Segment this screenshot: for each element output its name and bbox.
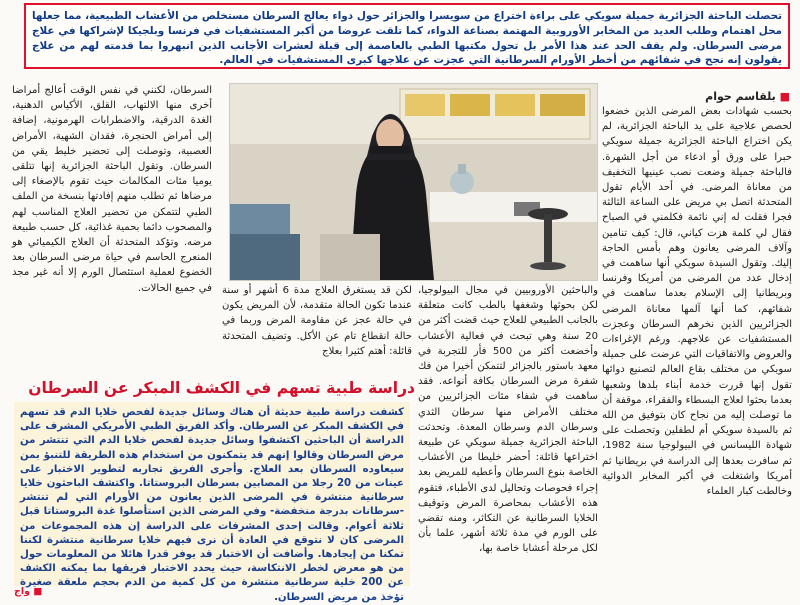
byline — [705, 90, 790, 103]
byline-author: بلقاسم حوام — [705, 90, 776, 103]
article-photo — [229, 83, 598, 281]
lead-paragraph: تحصلت الباحثة الجزائرية جميلة سويكي على براءة اختراع من سويسرا والجزائر حول دواء يعالج السرطان مستخلص من الأعشاب الطبيعية، مما جعلها محل اهتمام وطلب العديد من المخابر الأوروبية المهتمة بصناعة الدواء، كما تلقت عروضا من أكبر المستشفيات في فرنسا وبلجيكا لإشراكها في علاج مرضى السرطان. ولم يقف الحد عند هذا الأمر بل تحول مكتبها الطبي بالعاصمة إلى قبلة لعشرات الأجانب الذين انبهروا بما قدمته لهم من علاج يقولون إنه نجح في شفائهم من أخطر الأورام السرطانية التي عجزت عن علاجها كبرى المستشفيات في العالم. — [24, 3, 790, 69]
sidebar-text: كشفت دراسة طبية حديثة أن هناك وسائل جديدة لفحص خلايا الدم قد تسهم في الكشف المبكر عن السرطان. وأكد الفريق الطبي الأمريكي المشرف على الدراسة أن الباحثين اكتشفوا وسائل جديدة لفحص خلايا الدم التي تنتشر من مرض السرطان وقالوا إنهم قد يتمكنون من استخدام هذه الطريقة للتنبؤ بمن سيعاوده السرطان بعد العلاج. وأجرى الفريق تجاربه لتطوير الاختبار على عينات من 20 رجلا من المصابين بسرطان البروستاتا. واكتشف الباحثون خلايا سرطانية منتشرة في المرضى الذين يعانون من الأورام التي لم تنتشر -سرطانات بدرجة منخفضة- وفي المرضى الذين استأصلوا غدة البروستاتا قبل ثلاثة أعوام. وقالت إحدى المشرفات على الدراسة إن هذه المجموعات من المرضى كان لا نتوقع في العادة أن نرى فيهم خلايا سرطانية منتشرة لكننا تمكنا من إيجادها. وأضافت أن الاختبار قد يوفر قدرا هائلا من المعلومات حول من هو معرض لخطر الانتكاسة، حيث يحدد الاختبار فريقها بما يمكنه الكشف عن 200 خلية سرطانية منتشرة من كل كمية من الدم بحجم ملعقة صغيرة تؤخذ من مريض السرطان. — [20, 407, 404, 603]
article-column-middle-left — [222, 283, 412, 367]
researcher-in-lab-image — [230, 84, 597, 280]
article-column-right — [602, 104, 792, 600]
column-text: والباحثين الأوروبيين في مجال البيولوجيا، لكن بحوثها وشغفها بالطب كانت متعلقة بالجانب الطبيعي للعلاج حيث قضت أكثر من 20 سنة وهي تبحث في فعالية الأعشاب وأخضعت أكثر من 500 فأر للتجربة في معهد باستور بالجزائر لتتمكن أخيرا من فك شفرة مرض السرطان بكافة أنواعه. فقد ساهمت في شفاء مئات الجزائريين من مختلف الأمراض منها سرطان الثدي وسرطان الدم وسرطان المعدة. وتحدثت الباحثة الجزائرية جميلة سويكي عن طبيعة اختراعها قائلة: أحضر خليطا من الأعشاب الخاصة بنوع السرطان وأعطيه للمريض بعد إجراء فحوصات وتحاليل لدى الأطباء، فتقوم هذه الأعشاب بمحاصرة المرض وتوقيف الخلايا السرطانية عن التكاثر، ومنه تقضي على الورم في مدة ثلاثة أشهر، علما بأن لكل مرحلة أعشابا خاصة بها، — [418, 285, 598, 555]
article-column-middle-right — [418, 283, 598, 600]
column-text: بحسب شهادات بعض المرضى الذين خضعوا لحصص علاجية على يد الباحثة الجزائرية، لم يكن اختراع الباحثة الجزائرية جميلة سويكي حبرا على ورق أو ادعاء من أجل الشهرة. فالباحثة جميلة وضعت نصب عينيها التخفيف من معاناة المرضى. في أحد الأيام تقول المتحدثة اتصل بي مريض على الساعة الثالثة فجرا فقلت له إني نائمة فكلمني في الصباح فقال لي كلمة هزت كياني، قال: كيف تنامين وآلاف المرضى يعانون وهم بأمس الحاجة إليك. وتقول السيدة سويكي أنها ساهمت في إدخال عدد من المرضى من أمريكا وفرنسا وبريطانيا إلى الإسلام بعدما ساهمت في شفائهم، كما أنها آلمها معاناة المرضى الجزائريين الذين نخرهم السرطان وعجزت المستشفيات عن علاجهم. ورغم الإغراءات والعروض والاتفاقيات التي عرضت على جميلة سويكي من مختلف بقاع العالم لتصنيع دوائها تقول إنها قررت خدمة أبناء بلدها وشعبها بعدما بحثوا لعلاج البسطاء والفقراء، موقفة أن ما توصلت إليه من نجاح كان بتوفيق من الله ثم بالسيدة سويكي أم لطفلين وتحصلت على شهادة الليسانس في البيولوجيا سنة 1982، ثم سافرت بعدها إلى الدراسة في بريطانيا ثم أمريكا واشتغلت في أكبر المخابر الدوائية وخالطت كبار العلماء — [602, 106, 792, 498]
sidebar-heading: دراسة طبية تسهم في الكشف المبكر عن السرطان — [28, 379, 415, 397]
byline-mark: ■ — [779, 90, 790, 103]
source-credit: ■ واج — [14, 586, 43, 597]
column-text: السرطان، لكنني في نفس الوقت أعالج أمراضا أخرى منها الالتهاب، القلق، الأكياس الدهنية، الغدة الدرقية، والاضطرابات الهرمونية، إضافة إلى أمراض الحنجرة، فقدان الشهية، الأمراض العصبية، وتوصلت إلى تحضير خليط يقي من السرطان. وتقول الباحثة الجزائرية إنها تتلقى يوميا مئات المكالمات حيث تقوم بالإصغاء إلى مرضاها ثم تطلب منهم إفادتها بنسخة من الملف الطبي لتتمكن من تحضير العلاج المناسب لهم والمصحوب دائما بحمية غذائية، كل حسب طبيعة مرضه. وتؤكد المتحدثة أن العلاج الكيميائي هو المنعرج الحاسم في حياة مرضى السرطان بعد الخضوع لعملية استئصال الورم إلا أنه غير مجد في جميع الحالات. — [12, 85, 212, 294]
column-text: لكن قد يستغرق العلاج مدة 6 أشهر أو سنة عندما تكون الحالة متقدمة، لأن المريض يكون في حالة عجز عن مقاومة المرض وربما في حالة انقطاع تام عن الأكل. وتضيف المتحدثة قائلة: أهتم كثيرا بعلاج — [222, 285, 412, 357]
